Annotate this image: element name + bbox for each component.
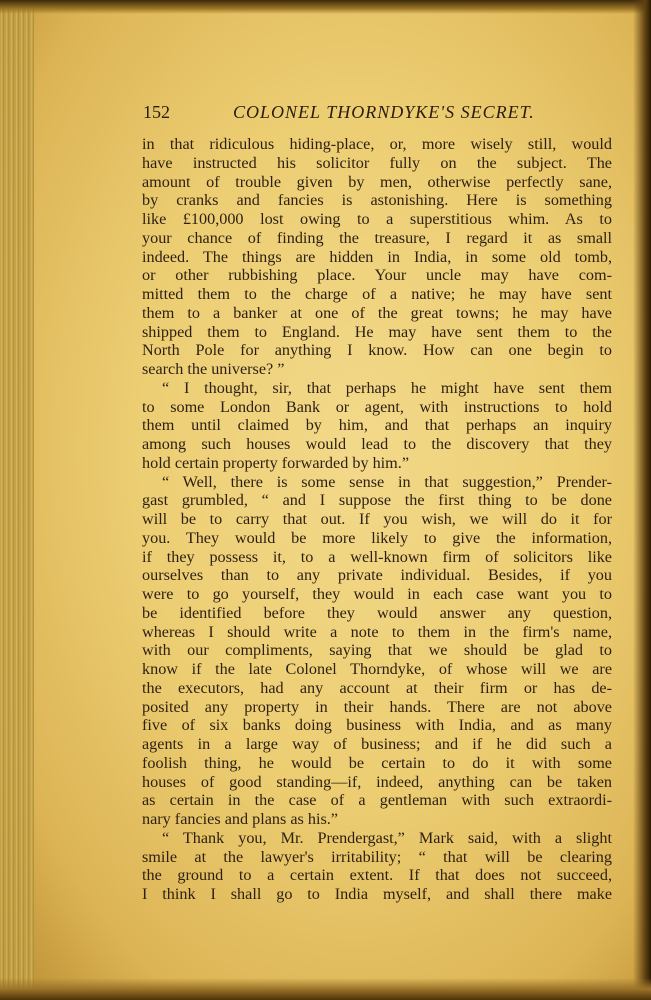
- text-line: be identified before they would answer any question,: [142, 603, 612, 622]
- top-shadow: [0, 0, 651, 14]
- page-edges: [0, 0, 34, 1000]
- text-line: “ Well, there is some sense in that suggestion,” Prender-: [162, 472, 612, 491]
- text-line: by cranks and fancies is astonishing. Here is something: [142, 191, 612, 210]
- text-line: “ I thought, sir, that perhaps he might have sent them: [162, 378, 612, 397]
- text-line: will be to carry that out. If you wish, we will do it for: [142, 510, 612, 528]
- text-line: whereas I should write a note to them in the firm's name,: [142, 622, 612, 641]
- text-line: the executors, had any account at their firm or has de-: [142, 678, 612, 697]
- text-line: posited any property in their hands. There are not above: [142, 697, 612, 716]
- text-line: among such houses would lead to the discovery that they: [142, 435, 612, 453]
- text-line: I think I shall go to India myself, and shall there make: [142, 885, 612, 903]
- text-line: to some London Bank or agent, with instructions to hold: [142, 397, 612, 416]
- text-line: your chance of finding the treasure, I regard it as small: [142, 228, 612, 247]
- text-line: indeed. The things are hidden in India, in some old tomb,: [142, 247, 612, 266]
- text-line: houses of good standing—if, indeed, anything can be taken: [142, 772, 612, 791]
- text-line: ourselves than to any private individual. Besides, if you: [142, 566, 612, 585]
- text-line: with our compliments, saying that we should be glad to: [142, 641, 612, 660]
- text-line: shipped them to England. He may have sent them to the: [142, 322, 612, 341]
- text-line: smile at the lawyer's irritability; “ that will be clearing: [142, 847, 612, 866]
- text-line: North Pole for anything I know. How can one begin to: [142, 341, 612, 360]
- text-line: or other rubbishing place. Your uncle may have com-: [142, 266, 612, 285]
- text-line: as certain in the case of a gentleman with such extraordi-: [142, 791, 612, 810]
- text-line: search the universe? ”: [142, 360, 285, 378]
- text-line: if they possess it, to a well-known firm of solicitors like: [142, 547, 612, 566]
- text-line: like £100,000 lost owing to a superstitious whim. As to: [142, 210, 612, 228]
- text-line: hold certain property forwarded by him.”: [142, 453, 409, 472]
- bottom-shadow: [0, 978, 651, 1000]
- body-text: [142, 135, 612, 904]
- text-line: agents in a large way of business; and if he did such a: [142, 735, 612, 753]
- text-line: five of six banks doing business with India, and as many: [142, 716, 612, 735]
- text-line: mitted them to the charge of a native; he may have sent: [142, 285, 612, 303]
- page-number: 152: [143, 102, 170, 122]
- text-line: them until claimed by him, and that perhaps an inquiry: [142, 416, 612, 435]
- text-line: you. They would be more likely to give the information,: [142, 528, 612, 547]
- text-line: amount of trouble given by men, otherwise perfectly sane,: [142, 172, 612, 191]
- text-line: the ground to a certain extent. If that does not succeed,: [142, 866, 612, 885]
- text-line: them to a banker at one of the great towns; he may have: [142, 303, 612, 322]
- running-title: COLONEL THORNDYKE'S SECRET.: [233, 102, 535, 122]
- text-line: foolish thing, he would be certain to do it with some: [142, 753, 612, 772]
- text-line: know if the late Colonel Thorndyke, of whose will we are: [142, 660, 612, 678]
- text-line: were to go yourself, they would in each case want you to: [142, 585, 612, 603]
- text-line: have instructed his solicitor fully on the subject. The: [142, 153, 612, 172]
- right-shadow: [633, 0, 651, 1000]
- page-header: [143, 102, 613, 126]
- text-line: in that ridiculous hiding-place, or, more wisely still, would: [142, 135, 612, 153]
- text-line: nary fancies and plans as his.”: [142, 810, 338, 828]
- text-line: gast grumbled, “ and I suppose the first thing to be done: [142, 491, 612, 510]
- text-line: “ Thank you, Mr. Prendergast,” Mark said, with a slight: [162, 828, 612, 847]
